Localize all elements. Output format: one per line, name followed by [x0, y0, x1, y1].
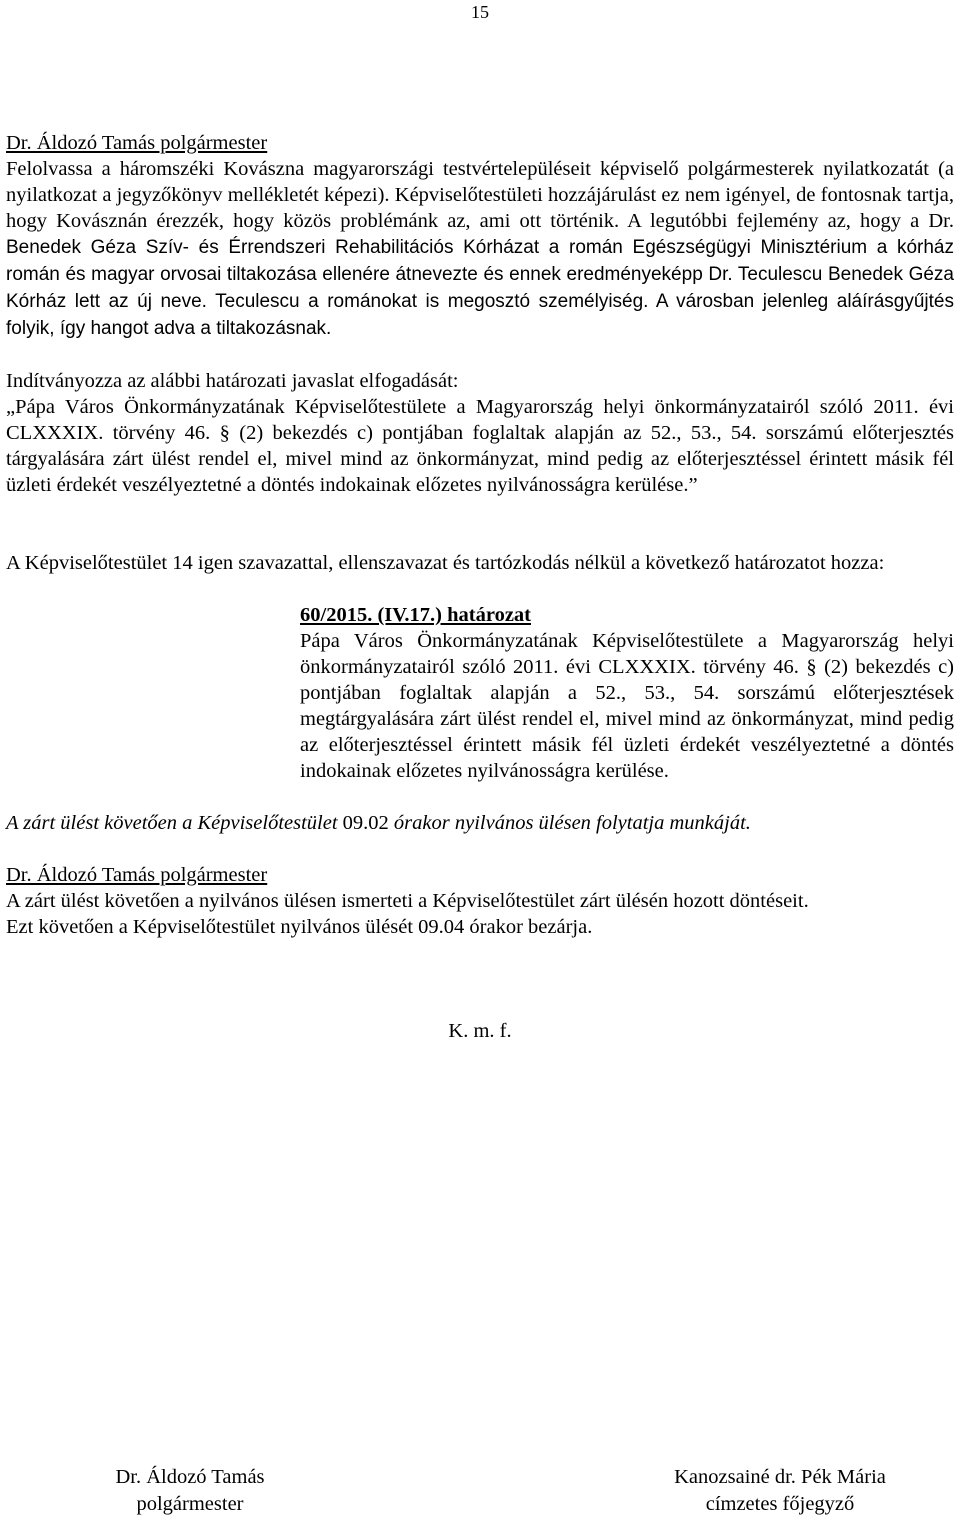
speaker-name: Dr. Áldozó Tamás polgármester	[6, 864, 268, 886]
signature-name: Kanozsainé dr. Pék Mária	[674, 1466, 886, 1488]
signature-notary	[630, 1464, 930, 1518]
closed-session-text	[6, 810, 954, 836]
resolution	[300, 602, 954, 784]
announcement-line-2: Ezt követően a Képviselőtestület nyilvános ülését 09.04 órakor bezárja.	[6, 916, 593, 938]
closed-session-time: 09.02	[342, 812, 389, 834]
speech-paragraph	[6, 156, 954, 342]
spacer	[6, 524, 954, 550]
speech-text-b-sans: Benedek Géza Szív- és Érrendszeri Rehabilitációs Kórházat a román Egészségügyi Minisztérium a kórház román és magyar orvosai tiltakozása ellenére átnevezte és ennek eredményeképp Dr. Teculescu Benedek Géza Kórház lett az új neve. Teculescu a románokat is megosztó személyiség. A városban jelenleg aláírásgyűjtés folyik, így hangot adva a tiltakozásnak.	[6, 237, 954, 339]
document-body	[6, 130, 954, 1044]
signature-title: polgármester	[136, 1493, 244, 1515]
signature-mayor	[70, 1464, 310, 1518]
spacer	[6, 966, 954, 992]
motion-section	[6, 368, 954, 498]
announcement-line-1: A zárt ülést követően a nyilvános ülésen ismerteti a Képviselőtestület zárt ülésén hozott döntéseit.	[6, 890, 809, 912]
speech-text-a: Felolvassa a háromszéki Kovászna magyarországi testvértelepüléseit képviselő polgármesterek nyilatkozatát (a nyilatkozat a jegyzőkönyv mellékletét képezi). Képviselőtestületi hozzájárulást ez nem igényel, de fontosnak tartja, hogy Kovásznán érezzék, hogy közös problémánk az, ami ott történik. A legutóbbi fejlemény az, hogy a Dr.	[6, 158, 954, 232]
signature-name: Dr. Áldozó Tamás	[115, 1466, 265, 1488]
signature-title: címzetes főjegyző	[705, 1493, 855, 1515]
signature-block	[0, 1464, 960, 1524]
resolution-body: Pápa Város Önkormányzatának Képviselőtestülete a Magyarország helyi önkormányzatairól szóló 2011. évi CLXXXIX. törvény 46. § (2) bekezdés c) pontjában foglaltak alapján a 52., 53., 54. sorszámú előterjesztések megtárgyalására zárt ülést rendel el, mivel mind az önkormányzat, mind pedig az előterjesztéssel érintett másik fél üzleti érdekét veszélyeztetné a döntés indokainak előzetes nyilvánosságra kerülése.	[300, 630, 954, 782]
speaker-name: Dr. Áldozó Tamás polgármester	[6, 132, 268, 154]
speech-section-2	[6, 862, 954, 940]
vote-text: A Képviselőtestület 14 igen szavazattal, ellenszavazat és tartózkodás nélkül a következő határozatot hozza:	[6, 552, 885, 574]
vote-section	[6, 550, 954, 576]
resolution-title: 60/2015. (IV.17.) határozat	[300, 604, 531, 626]
page-number: 15	[471, 2, 489, 22]
speech-section-1	[6, 130, 954, 342]
closed-session-after: órakor nyilvános ülésen folytatja munkáját.	[393, 812, 751, 834]
closed-session-before: A zárt ülést követően a Képviselőtestület	[6, 812, 338, 834]
kmf-mark: K. m. f.	[448, 1020, 512, 1042]
motion-intro: Indítványozza az alábbi határozati javaslat elfogadását:	[6, 370, 459, 392]
closed-session-note	[6, 810, 954, 836]
motion-quote: „Pápa Város Önkormányzatának Képviselőtestülete a Magyarország helyi önkormányzatairól szóló 2011. évi CLXXXIX. törvény 46. § (2) bekezdés c) pontjában foglaltak alapján az 52., 53., 54. sorszámú előterjesztés tárgyalására zárt ülést rendel el, mivel mind az önkormányzat, mind pedig az előterjesztéssel érintett másik fél üzleti érdekét veszélyeztetné a döntés indokainak előzetes nyilvánosságra kerülése.”	[6, 396, 954, 496]
spacer	[6, 992, 954, 1018]
